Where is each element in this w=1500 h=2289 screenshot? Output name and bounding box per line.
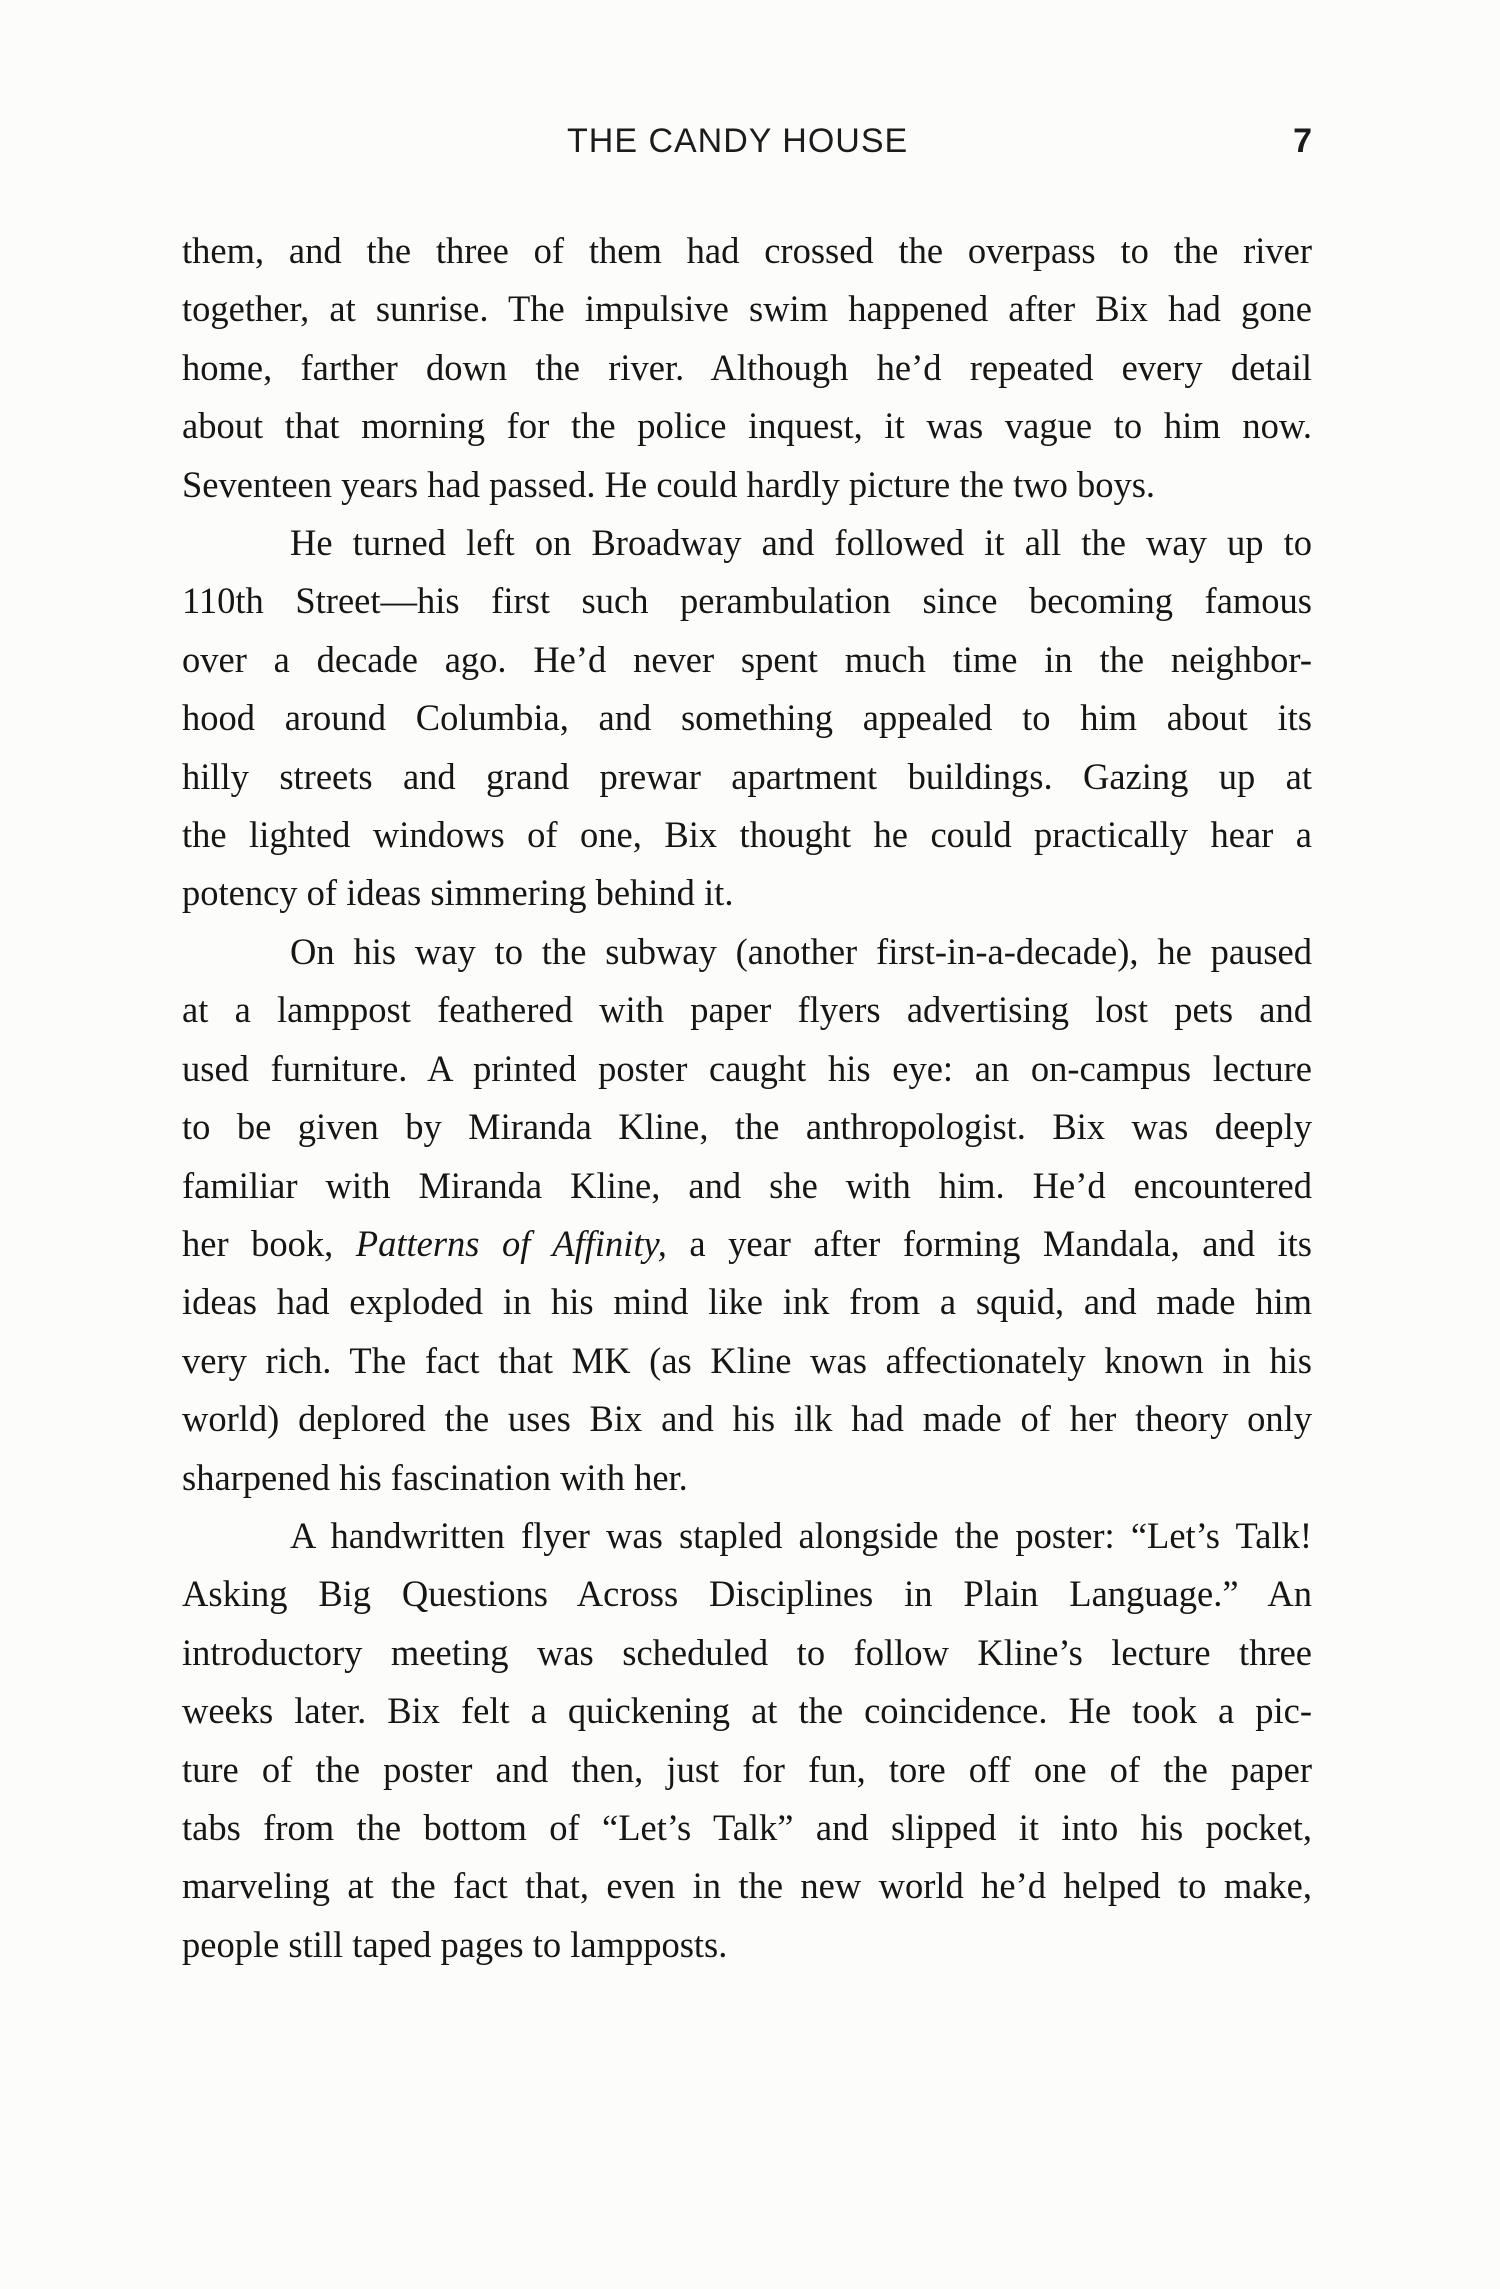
paragraph-3 xyxy=(182,923,1312,1507)
text-line: On his way to the subway (another first-in-a-decade), he paused xyxy=(290,930,1312,972)
text-line: together, at sunrise. The impulsive swim happened after Bix had gone xyxy=(182,288,1312,330)
paragraph-1 xyxy=(182,222,1312,514)
paragraph-4 xyxy=(182,1507,1312,1974)
text-line: home, farther down the river. Although he’d repeated every detail xyxy=(182,346,1312,388)
text-line: used furniture. A printed poster caught his eye: an on-campus lecture xyxy=(182,1047,1312,1089)
text-line: hilly streets and grand prewar apartment buildings. Gazing up at xyxy=(182,755,1312,797)
text-line: people still taped pages to lampposts. xyxy=(182,1923,728,1965)
text-line: familiar with Miranda Kline, and she with him. He’d encountered xyxy=(182,1164,1312,1206)
paragraph-2 xyxy=(182,514,1312,923)
text-before-title: her book, xyxy=(182,1222,356,1264)
text-line: to be given by Miranda Kline, the anthropologist. Bix was deeply xyxy=(182,1106,1312,1148)
text-line: ideas had exploded in his mind like ink from a squid, and made him xyxy=(182,1281,1312,1323)
text-line: ture of the poster and then, just for fun, tore off one of the paper xyxy=(182,1748,1312,1790)
text-line: marveling at the fact that, even in the new world he’d helped to make, xyxy=(182,1865,1312,1907)
text-line: potency of ideas simmering behind it. xyxy=(182,872,734,914)
body-text xyxy=(182,222,1312,1974)
text-line: He turned left on Broadway and followed it all the way up to xyxy=(290,522,1312,564)
text-after-title: a year after forming Mandala, and its xyxy=(666,1222,1312,1264)
text-line: about that morning for the police inquest, it was vague to him now. xyxy=(182,405,1312,447)
page-number: 7 xyxy=(1293,122,1312,160)
text-line: them, and the three of them had crossed the overpass to the river xyxy=(182,230,1312,271)
text-line: at a lamppost feathered with paper flyers advertising lost pets and xyxy=(182,989,1312,1031)
text-line: tabs from the bottom of “Let’s Talk” and slipped it into his pocket, xyxy=(182,1806,1312,1848)
text-line: world) deplored the uses Bix and his ilk had made of her theory only xyxy=(182,1398,1312,1440)
running-head xyxy=(182,122,1312,172)
text-line: introductory meeting was scheduled to follow Kline’s lecture three xyxy=(182,1631,1312,1673)
book-title: THE CANDY HOUSE xyxy=(567,122,909,160)
text-line: hood around Columbia, and something appealed to him about its xyxy=(182,697,1312,739)
text-line: A handwritten flyer was stapled alongside the poster: “Let’s Talk! xyxy=(290,1514,1312,1556)
text-line: Asking Big Questions Across Disciplines in Plain Language.” An xyxy=(182,1573,1312,1615)
text-line-with-book-title xyxy=(182,1215,1312,1273)
text-line: weeks later. Bix felt a quickening at the coincidence. He took a pic- xyxy=(182,1690,1312,1732)
text-line: Seventeen years had passed. He could hardly picture the two boys. xyxy=(182,463,1156,505)
text-line: 110th Street—his first such perambulation since becoming famous xyxy=(182,580,1312,622)
text-line: over a decade ago. He’d never spent much time in the neighbor- xyxy=(182,638,1312,680)
text-line: very rich. The fact that MK (as Kline was affectionately known in his xyxy=(182,1339,1312,1381)
text-line: the lighted windows of one, Bix thought he could practically hear a xyxy=(182,814,1312,856)
text-line: sharpened his fascination with her. xyxy=(182,1456,688,1498)
italic-book-title: Patterns of Affinity, xyxy=(355,1222,667,1264)
